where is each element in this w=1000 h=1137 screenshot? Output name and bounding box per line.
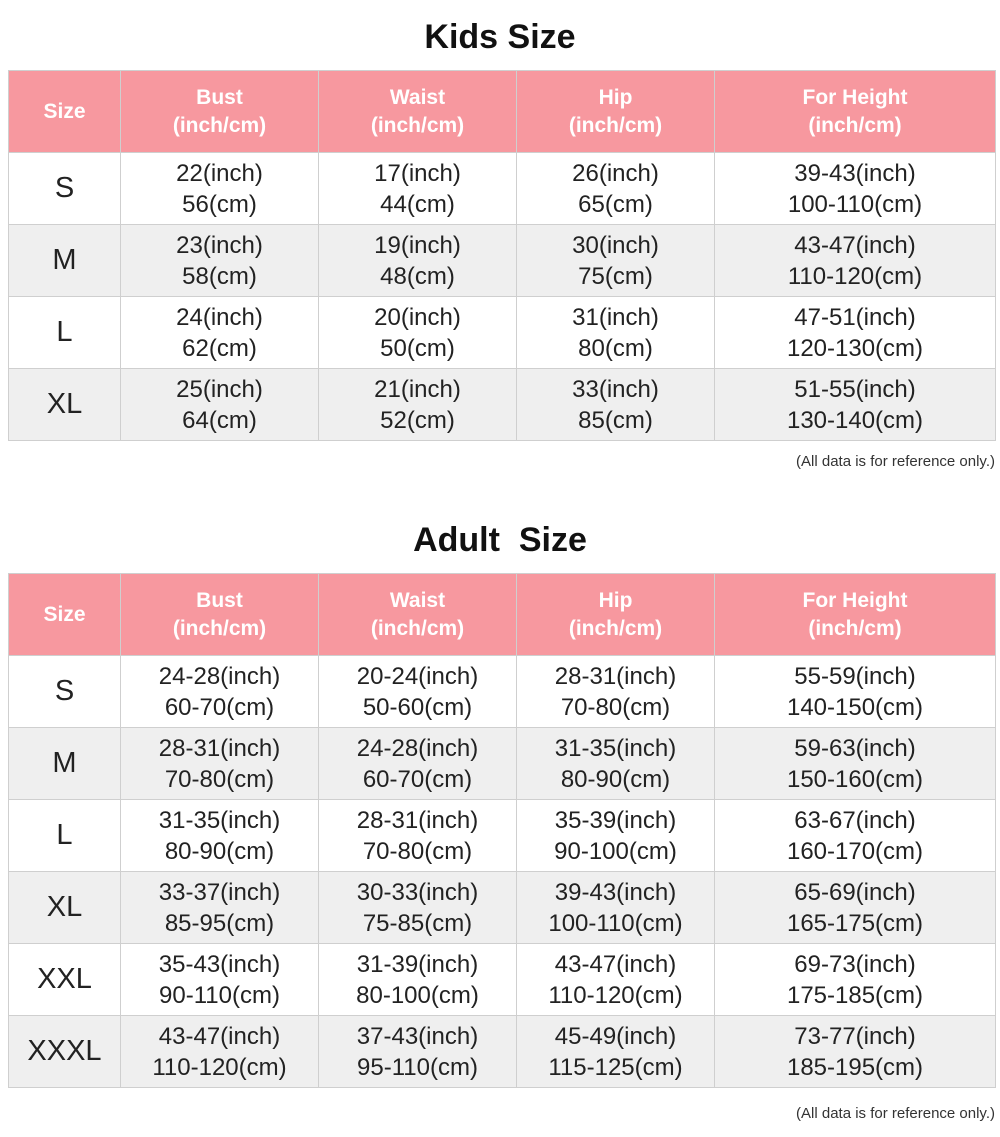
hip-cell — [517, 872, 715, 944]
height-cell — [715, 369, 996, 441]
hip-cm-value: 110-120(cm) — [548, 981, 683, 1009]
bust-cm-value: 60-70(cm) — [164, 693, 275, 721]
height-cell — [715, 656, 996, 728]
hip-inch-value: 43-47(inch) — [554, 950, 677, 978]
bust-cell — [121, 225, 319, 297]
height-inch-value: 51-55(inch) — [794, 375, 916, 403]
header-height — [715, 574, 996, 656]
size-cell: M — [9, 728, 121, 800]
hip-inch-value: 26(inch) — [572, 159, 659, 187]
waist-cell — [319, 297, 517, 369]
table-row — [9, 872, 996, 944]
waist-cell — [319, 369, 517, 441]
height-inch-value: 69-73(inch) — [794, 950, 916, 978]
bust-cm-value: 70-80(cm) — [164, 765, 275, 793]
header-height-unit: (inch/cm) — [808, 616, 902, 640]
bust-cm-value: 64(cm) — [182, 406, 257, 434]
bust-inch-value: 25(inch) — [176, 375, 263, 403]
height-inch-value: 63-67(inch) — [794, 806, 916, 834]
hip-inch-value: 31-35(inch) — [554, 734, 677, 762]
waist-cell — [319, 225, 517, 297]
height-inch-value: 59-63(inch) — [794, 734, 916, 762]
waist-cm-value: 50(cm) — [380, 334, 455, 362]
hip-cell — [517, 297, 715, 369]
waist-inch-value: 19(inch) — [374, 231, 461, 259]
hip-cell — [517, 656, 715, 728]
height-inch-value: 47-51(inch) — [794, 303, 916, 331]
height-cell — [715, 297, 996, 369]
table-row — [9, 297, 996, 369]
table-row — [9, 728, 996, 800]
bust-cell — [121, 800, 319, 872]
height-cell — [715, 225, 996, 297]
header-bust-unit: (inch/cm) — [172, 616, 267, 640]
hip-inch-value: 45-49(inch) — [554, 1022, 677, 1050]
bust-inch-value: 22(inch) — [176, 159, 263, 187]
height-inch-value: 65-69(inch) — [794, 878, 916, 906]
size-cell: S — [9, 153, 121, 225]
waist-cm-value: 48(cm) — [380, 262, 455, 290]
hip-cm-value: 75(cm) — [578, 262, 653, 290]
hip-inch-value: 35-39(inch) — [554, 806, 677, 834]
hip-inch-value: 39-43(inch) — [554, 878, 677, 906]
adult-size-table — [8, 573, 996, 1088]
adult-size-title: Adult Size — [413, 521, 587, 559]
waist-inch-value: 21(inch) — [374, 375, 461, 403]
hip-cm-value: 100-110(cm) — [548, 909, 683, 937]
hip-cell — [517, 1016, 715, 1088]
height-cm-value: 160-170(cm) — [786, 837, 924, 865]
height-cm-value: 185-195(cm) — [786, 1053, 924, 1081]
bust-cm-value: 58(cm) — [182, 262, 257, 290]
table-row — [9, 656, 996, 728]
bust-cell — [121, 656, 319, 728]
height-inch-value: 39-43(inch) — [794, 159, 916, 187]
kids-reference-note: (All data is for reference only.) — [796, 453, 995, 470]
size-cell: L — [9, 297, 121, 369]
header-waist-unit: (inch/cm) — [370, 113, 465, 137]
hip-cm-value: 115-125(cm) — [548, 1053, 683, 1081]
header-size — [9, 71, 121, 153]
height-cell — [715, 944, 996, 1016]
hip-cell — [517, 944, 715, 1016]
header-waist-label: Waist — [389, 588, 446, 612]
hip-cm-value: 70-80(cm) — [560, 693, 671, 721]
table-row — [9, 800, 996, 872]
hip-cm-value: 90-100(cm) — [554, 837, 677, 865]
waist-inch-value: 28-31(inch) — [356, 806, 479, 834]
waist-cell — [319, 153, 517, 225]
waist-cm-value: 60-70(cm) — [362, 765, 473, 793]
bust-cm-value: 90-110(cm) — [159, 981, 280, 1009]
waist-cell — [319, 728, 517, 800]
hip-cm-value: 85(cm) — [578, 406, 653, 434]
bust-cell — [121, 1016, 319, 1088]
bust-inch-value: 24-28(inch) — [158, 662, 281, 690]
height-cm-value: 165-175(cm) — [786, 909, 924, 937]
bust-cell — [121, 369, 319, 441]
bust-cell — [121, 728, 319, 800]
size-cell: XL — [9, 872, 121, 944]
hip-cell — [517, 369, 715, 441]
waist-inch-value: 17(inch) — [374, 159, 461, 187]
header-hip-label: Hip — [598, 85, 633, 109]
waist-inch-value: 24-28(inch) — [356, 734, 479, 762]
size-cell: L — [9, 800, 121, 872]
bust-cm-value: 80-90(cm) — [164, 837, 275, 865]
waist-cell — [319, 944, 517, 1016]
header-size-label: Size — [43, 99, 86, 123]
hip-cm-value: 80-90(cm) — [560, 765, 671, 793]
waist-inch-value: 37-43(inch) — [356, 1022, 479, 1050]
size-cell: M — [9, 225, 121, 297]
waist-cell — [319, 872, 517, 944]
header-height-label: For Height — [802, 85, 908, 109]
header-waist-label: Waist — [389, 85, 446, 109]
header-size — [9, 574, 121, 656]
header-waist — [319, 71, 517, 153]
header-waist-unit: (inch/cm) — [370, 616, 465, 640]
height-inch-value: 55-59(inch) — [794, 662, 916, 690]
hip-inch-value: 31(inch) — [572, 303, 659, 331]
height-inch-value: 73-77(inch) — [794, 1022, 916, 1050]
table-row — [9, 944, 996, 1016]
height-cm-value: 110-120(cm) — [787, 262, 923, 290]
header-bust-label: Bust — [196, 85, 243, 109]
kids-table-body — [9, 153, 996, 441]
adult-header-row — [9, 574, 996, 656]
bust-inch-value: 43-47(inch) — [158, 1022, 281, 1050]
waist-cm-value: 75-85(cm) — [362, 909, 473, 937]
height-inch-value: 43-47(inch) — [794, 231, 916, 259]
height-cell — [715, 728, 996, 800]
hip-cell — [517, 225, 715, 297]
bust-cell — [121, 297, 319, 369]
waist-cm-value: 95-110(cm) — [357, 1053, 478, 1081]
header-height-unit: (inch/cm) — [808, 113, 902, 137]
bust-inch-value: 31-35(inch) — [158, 806, 281, 834]
waist-inch-value: 30-33(inch) — [356, 878, 479, 906]
size-cell: XXL — [9, 944, 121, 1016]
table-row — [9, 153, 996, 225]
adult-table-body — [9, 656, 996, 1088]
waist-inch-value: 20(inch) — [374, 303, 461, 331]
header-waist — [319, 574, 517, 656]
hip-inch-value: 30(inch) — [572, 231, 659, 259]
adult-reference-note: (All data is for reference only.) — [796, 1105, 995, 1122]
kids-header-row — [9, 71, 996, 153]
hip-cell — [517, 153, 715, 225]
hip-cell — [517, 728, 715, 800]
waist-cm-value: 44(cm) — [380, 190, 455, 218]
height-cell — [715, 800, 996, 872]
waist-cell — [319, 800, 517, 872]
bust-cm-value: 110-120(cm) — [152, 1053, 287, 1081]
table-row — [9, 369, 996, 441]
waist-cm-value: 52(cm) — [380, 406, 455, 434]
header-hip — [517, 574, 715, 656]
hip-cm-value: 80(cm) — [578, 334, 653, 362]
waist-inch-value: 20-24(inch) — [356, 662, 479, 690]
header-hip-unit: (inch/cm) — [568, 113, 663, 137]
header-height-label: For Height — [802, 588, 908, 612]
height-cm-value: 130-140(cm) — [786, 406, 924, 434]
size-cell: XL — [9, 369, 121, 441]
table-row — [9, 1016, 996, 1088]
height-cm-value: 100-110(cm) — [787, 190, 923, 218]
height-cell — [715, 153, 996, 225]
bust-cm-value: 62(cm) — [182, 334, 257, 362]
bust-inch-value: 35-43(inch) — [158, 950, 281, 978]
waist-inch-value: 31-39(inch) — [356, 950, 479, 978]
height-cell — [715, 872, 996, 944]
waist-cm-value: 80-100(cm) — [356, 981, 479, 1009]
kids-size-title: Kids Size — [424, 18, 576, 56]
bust-cm-value: 56(cm) — [182, 190, 257, 218]
header-bust-label: Bust — [196, 588, 243, 612]
height-cm-value: 120-130(cm) — [786, 334, 924, 362]
height-cm-value: 175-185(cm) — [786, 981, 924, 1009]
hip-cm-value: 65(cm) — [578, 190, 653, 218]
header-hip-unit: (inch/cm) — [568, 616, 663, 640]
header-height — [715, 71, 996, 153]
header-hip-label: Hip — [598, 588, 633, 612]
bust-inch-value: 24(inch) — [176, 303, 263, 331]
bust-inch-value: 28-31(inch) — [158, 734, 281, 762]
header-bust — [121, 574, 319, 656]
size-cell: XXXL — [9, 1016, 121, 1088]
header-bust — [121, 71, 319, 153]
size-cell: S — [9, 656, 121, 728]
height-cm-value: 150-160(cm) — [786, 765, 924, 793]
hip-cell — [517, 800, 715, 872]
bust-cell — [121, 872, 319, 944]
hip-inch-value: 28-31(inch) — [554, 662, 677, 690]
height-cell — [715, 1016, 996, 1088]
bust-cell — [121, 944, 319, 1016]
waist-cell — [319, 1016, 517, 1088]
waist-cm-value: 50-60(cm) — [362, 693, 473, 721]
waist-cell — [319, 656, 517, 728]
bust-cm-value: 85-95(cm) — [164, 909, 275, 937]
header-size-label: Size — [43, 602, 86, 626]
waist-cm-value: 70-80(cm) — [362, 837, 473, 865]
table-row — [9, 225, 996, 297]
hip-inch-value: 33(inch) — [572, 375, 659, 403]
bust-cell — [121, 153, 319, 225]
bust-inch-value: 33-37(inch) — [158, 878, 281, 906]
header-hip — [517, 71, 715, 153]
height-cm-value: 140-150(cm) — [786, 693, 924, 721]
kids-size-table — [8, 70, 996, 441]
bust-inch-value: 23(inch) — [176, 231, 263, 259]
header-bust-unit: (inch/cm) — [172, 113, 267, 137]
